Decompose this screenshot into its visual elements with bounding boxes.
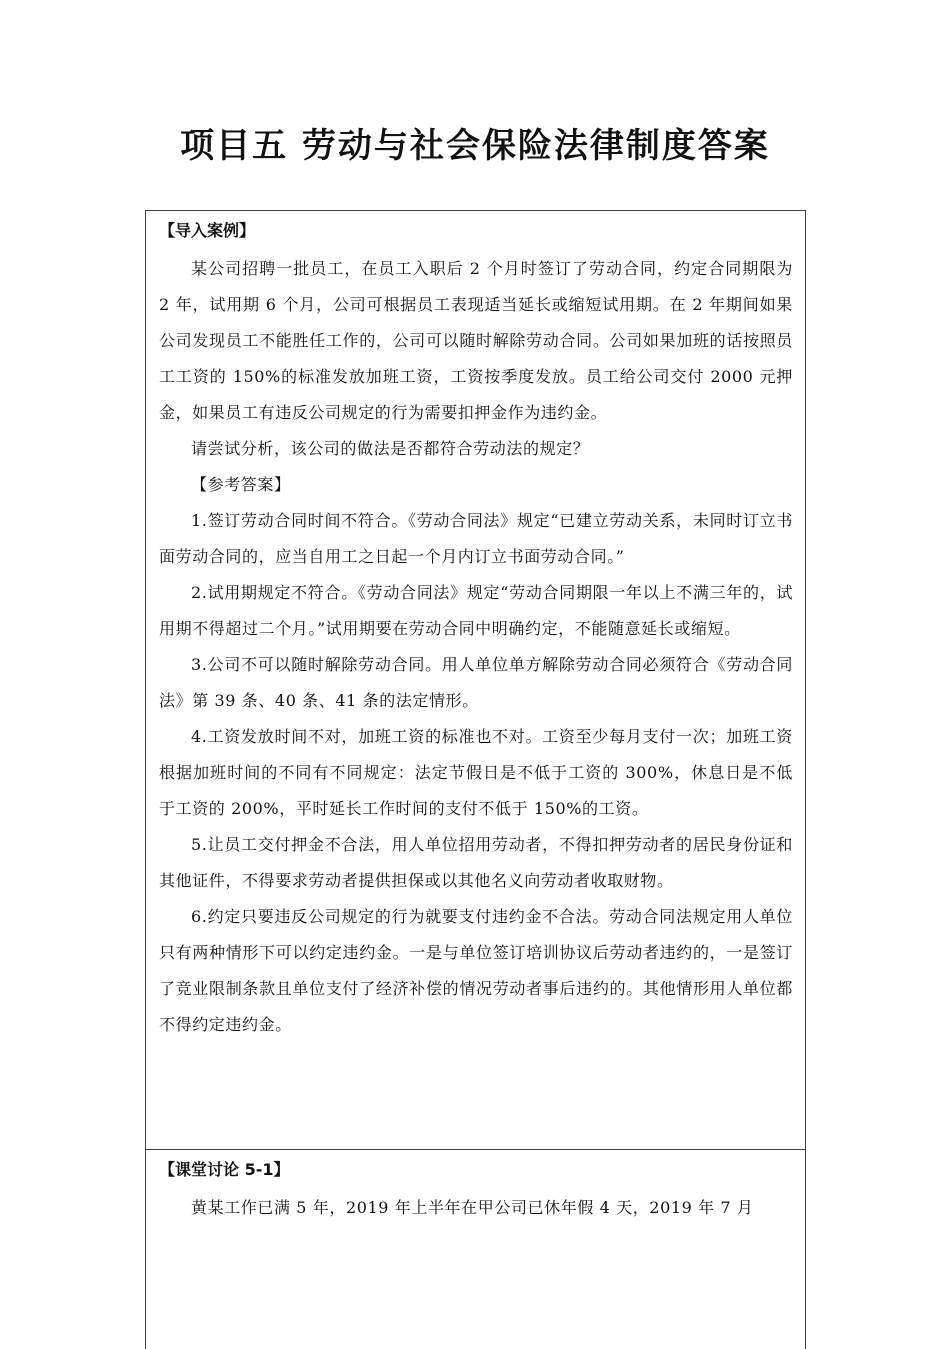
- answer-item-3: 3.公司不可以随时解除劳动合同。用人单位单方解除劳动合同必须符合《劳动合同法》第 39 条、40 条、41 条的法定情形。: [159, 655, 793, 710]
- case-section: [145, 210, 806, 1150]
- discussion-section: [145, 1149, 806, 1349]
- section-heading-discussion: 【课堂讨论 5-1】: [159, 1160, 290, 1179]
- section-heading-case: 【导入案例】: [159, 221, 256, 240]
- answer-item-6: 6.约定只要违反公司规定的行为就要支付违约金不合法。劳动合同法规定用人单位只有两种情形下可以约定违约金。一是与单位签订培训协议后劳动者违约的，一是签订了竞业限制条款且单位支付了经济补偿的情况劳动者事后违约的。其他情形用人单位都不得约定违约金。: [159, 907, 793, 1034]
- answer-item-4: 4.工资发放时间不对，加班工资的标准也不对。工资至少每月支付一次；加班工资根据加班时间的不同有不同规定：法定节假日是不低于工资的 300%，休息日是不低于工资的 200%，平时延长工作时间的支付不低于 150%的工资。: [159, 727, 793, 818]
- answer-item-1: 1.签订劳动合同时间不符合。《劳动合同法》规定“已建立劳动关系，未同时订立书面劳动合同的，应当自用工之日起一个月内订立书面劳动合同。”: [159, 511, 793, 566]
- question-paragraph: 请尝试分析，该公司的做法是否都符合劳动法的规定？: [191, 439, 590, 458]
- page-title: 项目五 劳动与社会保险法律制度答案: [180, 126, 770, 166]
- answer-heading: 【参考答案】: [191, 475, 291, 494]
- discussion-paragraph: 黄某工作已满 5 年，2019 年上半年在甲公司已休年假 4 天，2019 年 7 月: [191, 1198, 754, 1217]
- answer-item-5: 5.让员工交付押金不合法，用人单位招用劳动者，不得扣押劳动者的居民身份证和其他证件，不得要求劳动者提供担保或以其他名义向劳动者收取财物。: [159, 835, 793, 890]
- case-paragraph: 某公司招聘一批员工，在员工入职后 2 个月时签订了劳动合同，约定合同期限为 2 年，试用期 6 个月，公司可根据员工表现适当延长或缩短试用期。在 2 年期间如果公司发现员工不能胜任工作的，公司可以随时解除劳动合同。公司如果加班的话按照员工工资的 150%的标准发放加班工资，工资按季度发放。员工给公司交付 2000 元押金，如果员工有违反公司规定的行为需要扣押金作为违约金。: [159, 259, 793, 422]
- answer-item-2: 2.试用期规定不符合。《劳动合同法》规定“劳动合同期限一年以上不满三年的，试用期不得超过二个月。”试用期要在劳动合同中明确约定，不能随意延长或缩短。: [159, 583, 793, 638]
